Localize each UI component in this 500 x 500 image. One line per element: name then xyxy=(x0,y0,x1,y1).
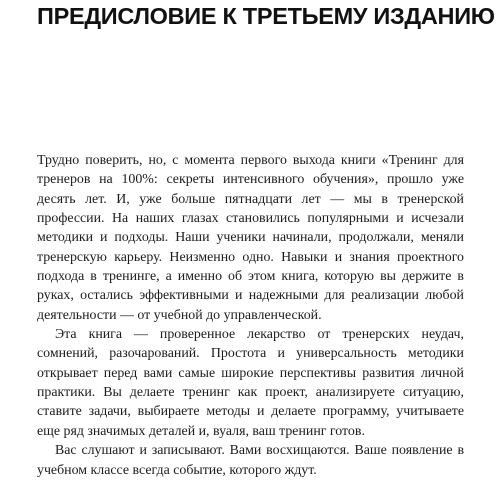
paragraph-audience: Вас слушают и записывают. Вами восхищаются. Ваше появление в учебном классе всегда событие, которого ждут. xyxy=(37,443,464,478)
paragraph-remedy: Эта книга — проверенное лекарство от тренерских неудач, сомнений, разочарований. Простота и универсальность методики открывает перед вами самые широкие перспективы развития личной практики. Вы делаете тренинг как проект, анализируете ситуацию, ставите задачи, выбираете методы и делаете программу, учитываете еще ряд значимых деталей и, вуаля, ваш тренинг готов. xyxy=(37,327,464,439)
body-text xyxy=(37,151,464,480)
paragraph-intro: Трудно поверить, но, с момента первого выхода книги «Тренинг для тренеров на 100%: секреты интенсивного обучения», прошло уже десять лет. И, уже больше пятнадцати лет — мы в тренерской профессии. На наших глазах становились популярными и исчезали методики и подходы. Наши ученики начинали, продолжали, меняли тренерскую карьеру. Неизменно одно. Навыки и знания проектного подхода в тренинге, а именно об этом книга, которую вы держите в руках, остались эффективными и надежными для реализации любой деятельности — от учебной до управленческой. xyxy=(37,153,464,323)
chapter-title: ПРЕДИСЛОВИЕ К ТРЕТЬЕМУ ИЗДАНИЮ xyxy=(37,3,495,29)
